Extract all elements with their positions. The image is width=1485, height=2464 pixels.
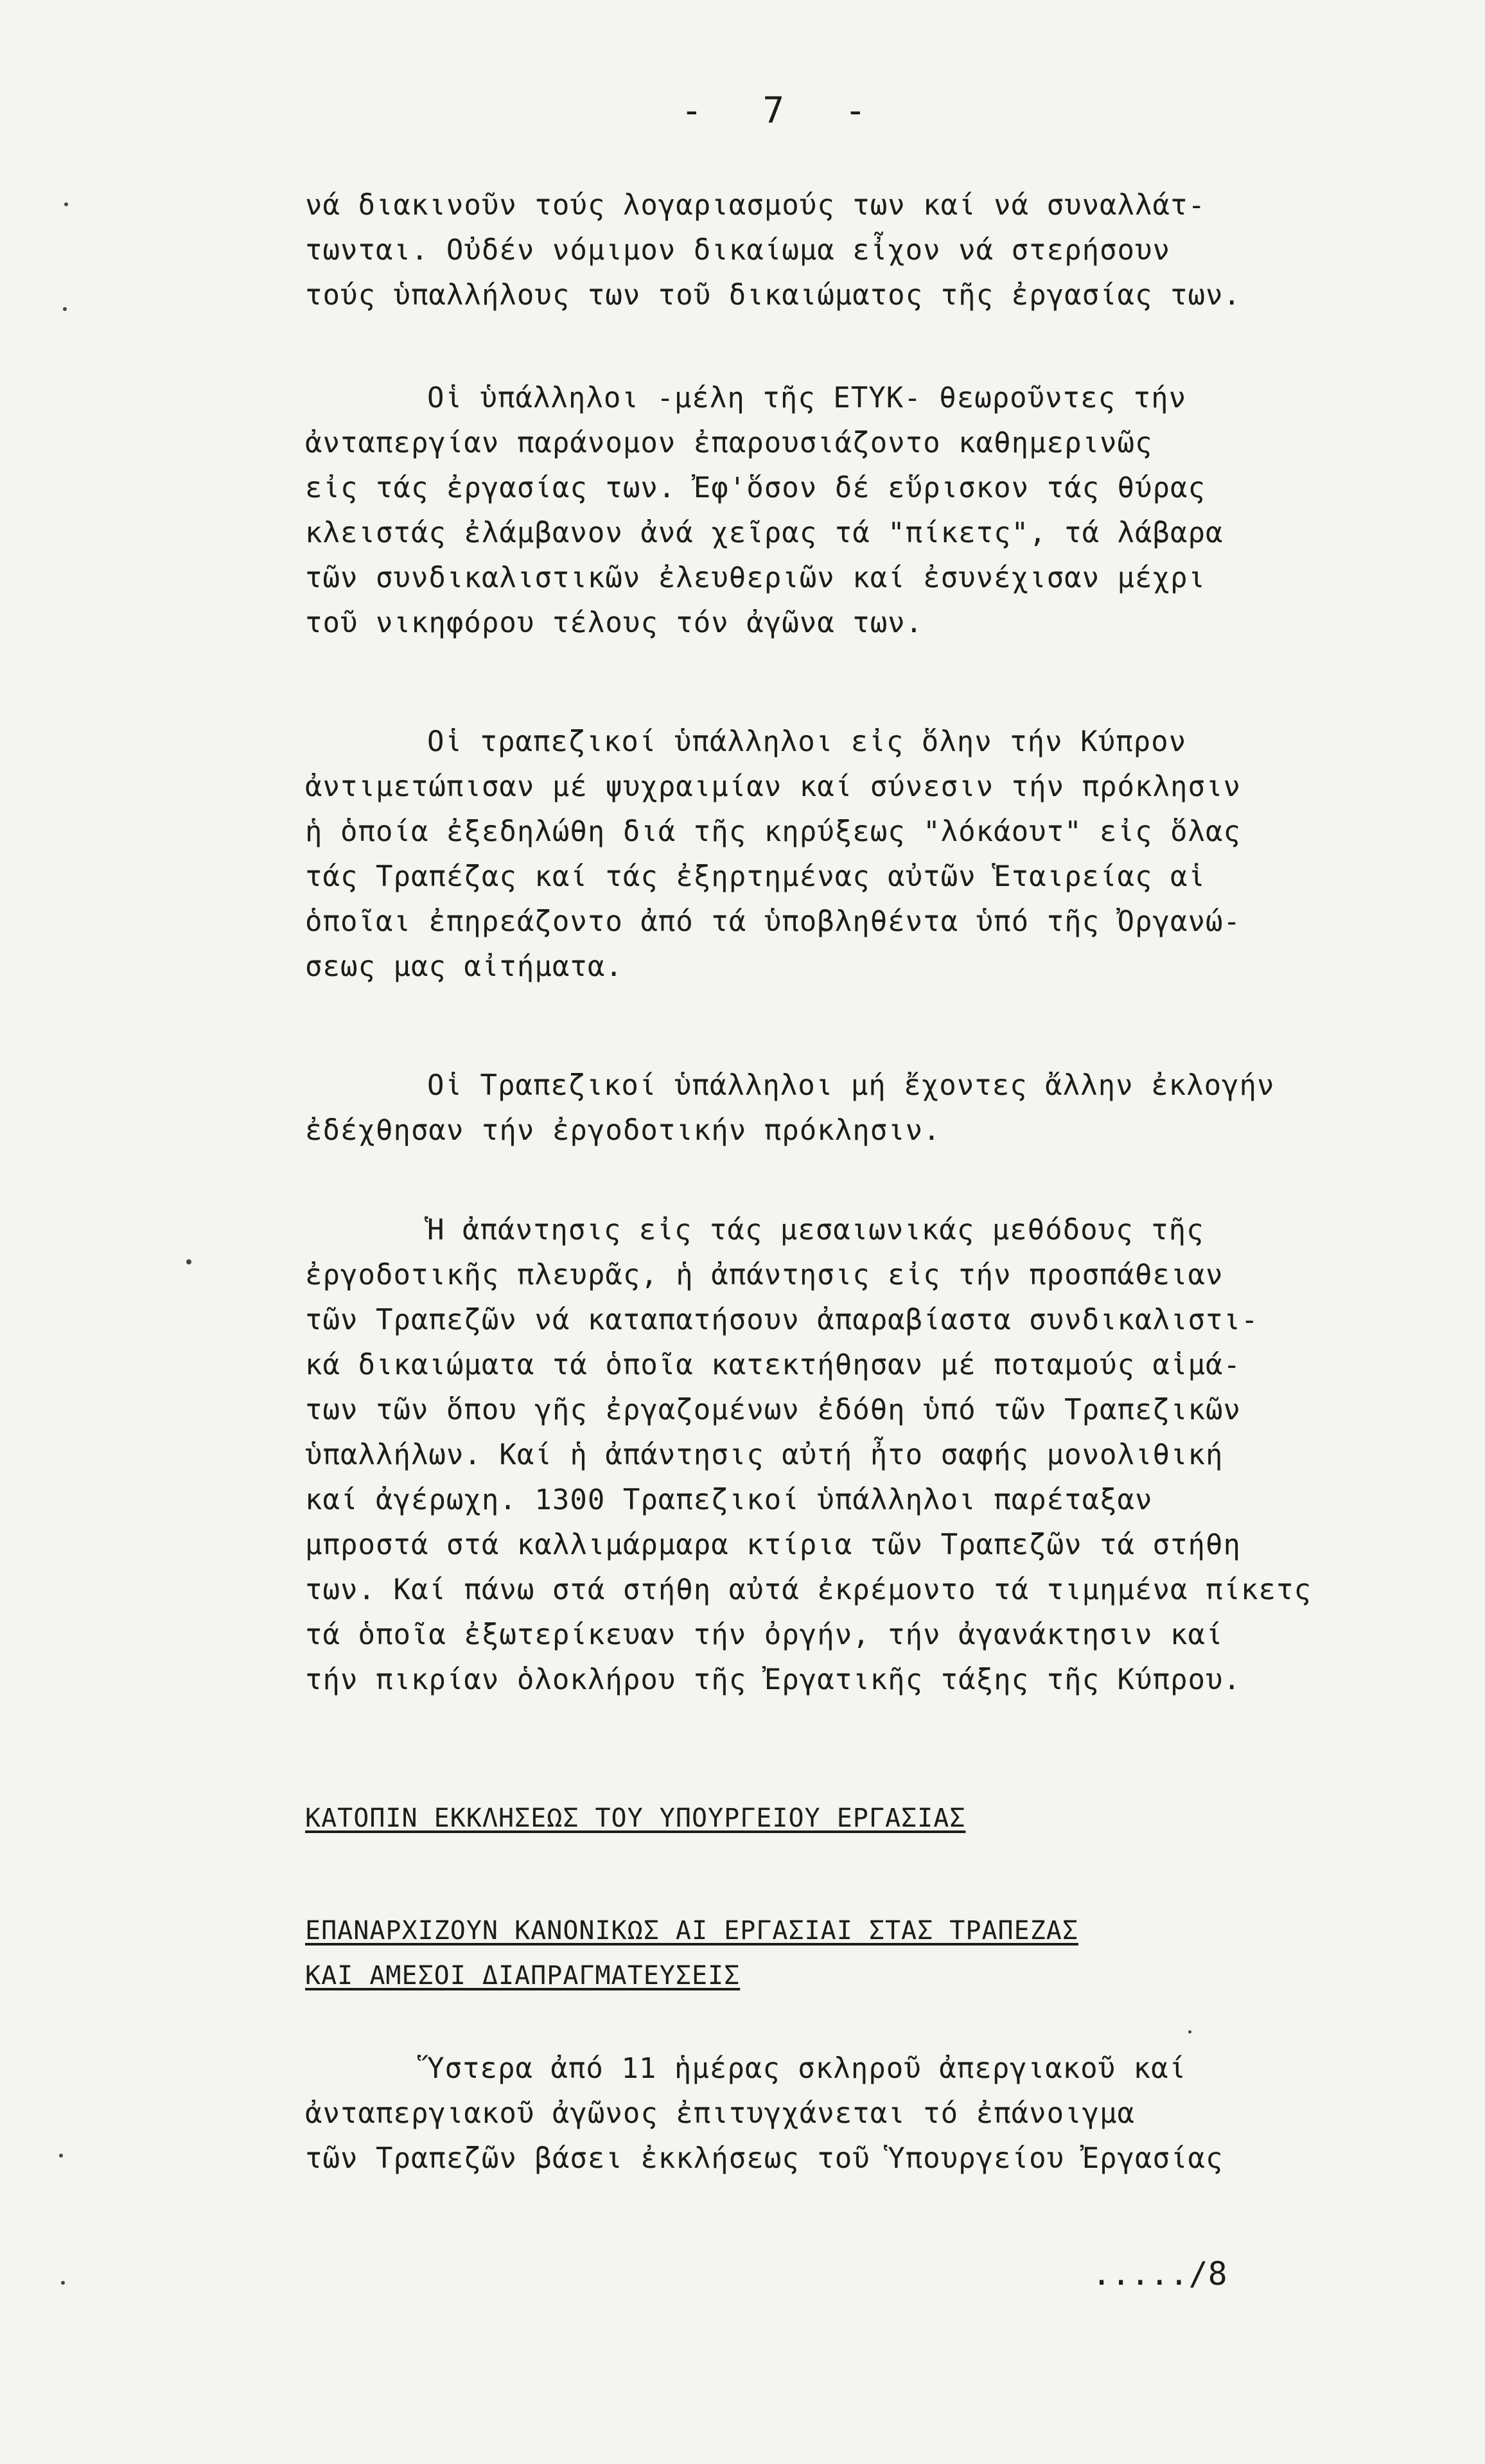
text-line: ἐδέχθησαν τήν ἐργοδοτικήν πρόκλησιν. [305, 1114, 941, 1147]
text-line: μπροστά στά καλλιμάρμαρα κτίρια τῶν Τραπεζῶν τά στήθη [305, 1529, 1241, 1561]
text-line: νά διακινοῦν τούς λογαριασμούς των καί νά συναλλάτ- [305, 189, 1206, 222]
text-line: κλειστάς ἐλάμβανον ἀνά χεῖρας τά "πίκετς", τά λάβαρα [305, 517, 1224, 549]
page-number: - 7 - [681, 90, 886, 132]
section-heading-2 [305, 1908, 1455, 1998]
text-line: Ἡ ἀπάντησις εἰς τάς μεσαιωνικάς μεθόδους τῆς [427, 1214, 1204, 1246]
text-line: των. Καί πάνω στά στήθη αὐτά ἐκρέμοντο τά τιμημένα πίκετς [305, 1573, 1312, 1606]
text-line: ἐργοδοτικῆς πλευρᾶς, ἡ ἀπάντησις εἰς τήν προσπάθειαν [305, 1259, 1224, 1291]
scan-speck [63, 307, 67, 311]
text-line: τούς ὑπαλλήλους των τοῦ δικαιώματος τῆς ἐργασίας των. [305, 279, 1241, 312]
scan-speck [59, 2154, 63, 2158]
text-line: σεως μας αἰτήματα. [305, 950, 623, 983]
section-heading-1 [305, 1796, 1455, 1841]
paragraph-5 [305, 1208, 1455, 1703]
text-line: τά ὁποῖα ἐξωτερίκευαν τήν ὀργήν, τήν ἀγανάκτησιν καί [305, 1618, 1224, 1651]
scan-speck [1188, 2030, 1191, 2034]
text-line: κά δικαιώματα τά ὁποῖα κατεκτήθησαν μέ ποταμούς αἱμά- [305, 1349, 1241, 1381]
paragraph-6 [305, 2046, 1455, 2181]
text-line: ἀνταπεργιακοῦ ἀγῶνος ἐπιτυγχάνεται τό ἐπάνοιγμα [305, 2097, 1136, 2130]
text-line: ὑπαλλήλων. Καί ἡ ἀπάντησις αὐτή ἦτο σαφής μονολιθική [305, 1439, 1224, 1471]
text-line: Οἱ τραπεζικοί ὑπάλληλοι εἰς ὅλην τήν Κύπρον [427, 725, 1187, 758]
heading-line: ΕΠΑΝΑΡΧΙΖΟΥΝ ΚΑΝΟΝΙΚΩΣ ΑΙ ΕΡΓΑΣΙΑΙ ΣΤΑΣ ΤΡΑΠΕΖΑΣ [305, 1916, 1078, 1945]
text-line: Ὕστερα ἀπό 11 ἡμέρας σκληροῦ ἀπεργιακοῦ καί [427, 2052, 1187, 2085]
paragraph-1 [305, 183, 1455, 318]
text-line: ἡ ὁποία ἐξεδηλώθη διά τῆς κηρύξεως "λόκάουτ" εἰς ὅλας [305, 815, 1241, 848]
scan-speck [186, 1259, 191, 1264]
text-line: ὁποῖαι ἐπηρεάζοντο ἀπό τά ὑποβληθέντα ὑπό τῆς Ὀργανώ- [305, 905, 1241, 938]
paragraph-3 [305, 720, 1455, 989]
text-line: Οἱ ὑπάλληλοι -μέλη τῆς ΕΤΥΚ- θεωροῦντες τήν [427, 382, 1187, 414]
text-line: ἀντιμετώπισαν μέ ψυχραιμίαν καί σύνεσιν τήν πρόκλησιν [305, 770, 1241, 803]
text-line: ἀνταπεργίαν παράνομον ἐπαρουσιάζοντο καθημερινῶς [305, 427, 1153, 459]
text-line: τῶν συνδικαλιστικῶν ἐλευθεριῶν καί ἐσυνέχισαν μέχρι [305, 562, 1206, 594]
paragraph-4 [305, 1063, 1455, 1153]
text-line: των τῶν ὅπου γῆς ἐργαζομένων ἐδόθη ὑπό τῶν Τραπεζικῶν [305, 1394, 1241, 1426]
text-line: τωνται. Οὐδέν νόμιμον δικαίωμα εἶχον νά στερήσουν [305, 234, 1171, 267]
heading-line: ΚΑΙ ΑΜΕΣΟΙ ΔΙΑΠΡΑΓΜΑΤΕΥΣΕΙΣ [305, 1961, 741, 1990]
text-line: εἰς τάς ἐργασίας των. Ἐφ'ὅσον δέ εὕρισκον τάς θύρας [305, 472, 1206, 504]
text-line: καί ἀγέρωχη. 1300 Τραπεζικοί ὑπάλληλοι παρέταξαν [305, 1484, 1153, 1516]
text-line: τοῦ νικηφόρου τέλους τόν ἀγῶνα των. [305, 607, 924, 639]
scan-speck [64, 202, 68, 206]
paragraph-2 [305, 376, 1455, 646]
scan-speck [61, 2281, 65, 2285]
text-line: τήν πικρίαν ὁλοκλήρου τῆς Ἐργατικῆς τάξης τῆς Κύπρου. [305, 1663, 1241, 1696]
text-line: τῶν Τραπεζῶν νά καταπατήσουν ἀπαραβίαστα συνδικαλιστι- [305, 1304, 1259, 1336]
text-line: τῶν Τραπεζῶν βάσει ἐκκλήσεως τοῦ Ὑπουργείου Ἐργασίας [305, 2142, 1224, 2175]
page-continuation-marker: ...../8 [1092, 2255, 1227, 2292]
text-line: τάς Τραπέζας καί τάς ἐξηρτημένας αὐτῶν Ἑταιρείας αἱ [305, 860, 1206, 893]
text-line: Οἱ Τραπεζικοί ὑπάλληλοι μή ἔχοντες ἄλλην ἐκλογήν [427, 1069, 1275, 1102]
heading-line: ΚΑΤΟΠΙΝ ΕΚΚΛΗΣΕΩΣ ΤΟΥ ΥΠΟΥΡΓΕΙΟΥ ΕΡΓΑΣΙΑΣ [305, 1804, 966, 1833]
